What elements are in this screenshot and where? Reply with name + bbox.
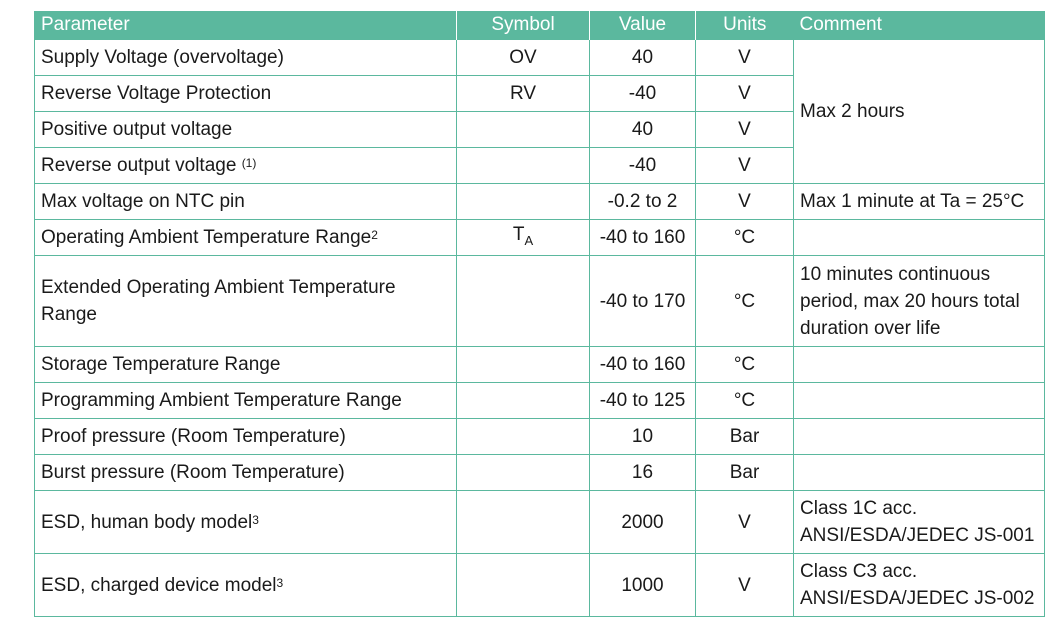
- header-symbol: Symbol: [457, 11, 590, 40]
- cell-value: 40: [590, 40, 696, 76]
- cell-comment: [794, 455, 1045, 491]
- cell-symbol: [457, 383, 590, 419]
- table-row: [35, 383, 1045, 419]
- cell-units: V: [696, 184, 794, 220]
- cell-value: 16: [590, 455, 696, 491]
- parameter-text: Operating Ambient Temperature Range: [41, 227, 372, 248]
- parameter-text: Reverse output voltage: [41, 155, 237, 176]
- cell-comment: Class C3 acc. ANSI/ESDA/JEDEC JS-002: [794, 554, 1045, 617]
- footnote-ref: 3: [252, 512, 259, 527]
- cell-comment: Max 1 minute at Ta = 25°C: [794, 184, 1045, 220]
- cell-value: -40: [590, 76, 696, 112]
- parameter-text: ESD, human body model: [41, 511, 253, 533]
- table-row: [35, 184, 1045, 220]
- cell-value: 40: [590, 112, 696, 148]
- cell-units: V: [696, 148, 794, 184]
- cell-symbol: [457, 347, 590, 383]
- cell-value: -40 to 160: [590, 220, 696, 256]
- table-row: [35, 455, 1045, 491]
- cell-symbol: [457, 220, 590, 256]
- cell-value: 10: [590, 419, 696, 455]
- cell-value: -40 to 160: [590, 347, 696, 383]
- cell-parameter: Programming Ambient Temperature Range: [35, 383, 457, 419]
- cell-value: -40 to 170: [590, 256, 696, 347]
- cell-parameter: Positive output voltage: [35, 112, 457, 148]
- cell-symbol: [457, 184, 590, 220]
- cell-parameter: [35, 148, 457, 184]
- cell-comment: [794, 347, 1045, 383]
- header-comment: Comment: [794, 11, 1045, 40]
- cell-symbol: OV: [457, 40, 590, 76]
- table-row: [35, 256, 1045, 347]
- spec-table-container: [34, 11, 1044, 617]
- cell-value: -40 to 125: [590, 383, 696, 419]
- cell-units: V: [696, 76, 794, 112]
- cell-parameter: Reverse Voltage Protection: [35, 76, 457, 112]
- cell-comment-merged: Max 2 hours: [794, 40, 1045, 184]
- cell-parameter: Max voltage on NTC pin: [35, 184, 457, 220]
- cell-symbol: [457, 554, 590, 617]
- cell-parameter: [35, 554, 457, 617]
- cell-units: V: [696, 112, 794, 148]
- cell-units: Bar: [696, 419, 794, 455]
- cell-parameter: Extended Operating Ambient Temperature Range: [35, 256, 457, 347]
- cell-comment: [794, 383, 1045, 419]
- cell-units: Bar: [696, 455, 794, 491]
- cell-comment: [794, 419, 1045, 455]
- footnote-ref: 3: [276, 575, 284, 590]
- cell-value: 1000: [590, 554, 696, 617]
- cell-units: °C: [696, 256, 794, 347]
- cell-value: -40: [590, 148, 696, 184]
- cell-units: V: [696, 40, 794, 76]
- cell-units: °C: [696, 347, 794, 383]
- cell-parameter: Supply Voltage (overvoltage): [35, 40, 457, 76]
- cell-units: °C: [696, 220, 794, 256]
- symbol-subscript: A: [524, 232, 534, 248]
- cell-comment: Class 1C acc. ANSI/ESDA/JEDEC JS-001: [794, 491, 1045, 554]
- table-row: [35, 220, 1045, 256]
- cell-symbol: [457, 256, 590, 347]
- cell-parameter: Proof pressure (Room Temperature): [35, 419, 457, 455]
- table-row: [35, 40, 1045, 76]
- header-parameter: Parameter: [35, 11, 457, 40]
- cell-units: °C: [696, 383, 794, 419]
- table-row: [35, 491, 1045, 554]
- parameter-text: ESD, charged device model: [41, 574, 277, 596]
- header-units: Units: [696, 11, 794, 40]
- cell-value: -0.2 to 2: [590, 184, 696, 220]
- cell-parameter: Burst pressure (Room Temperature): [35, 455, 457, 491]
- cell-symbol: RV: [457, 76, 590, 112]
- cell-comment: 10 minutes continuous period, max 20 hours total duration over life: [794, 256, 1045, 347]
- symbol-text: T: [512, 224, 525, 246]
- footnote-ref: (1): [241, 156, 257, 170]
- cell-parameter: [35, 491, 457, 554]
- cell-value: 2000: [590, 491, 696, 554]
- cell-symbol: [457, 419, 590, 455]
- cell-comment: [794, 220, 1045, 256]
- cell-symbol: [457, 148, 590, 184]
- absolute-max-ratings-table: [34, 11, 1045, 617]
- footnote-ref: 2: [371, 228, 378, 242]
- cell-symbol: [457, 455, 590, 491]
- cell-symbol: [457, 112, 590, 148]
- cell-units: V: [696, 554, 794, 617]
- table-row: [35, 347, 1045, 383]
- table-row: [35, 419, 1045, 455]
- cell-parameter: [35, 220, 457, 256]
- header-value: Value: [590, 11, 696, 40]
- cell-units: V: [696, 491, 794, 554]
- cell-parameter: Storage Temperature Range: [35, 347, 457, 383]
- table-row: [35, 554, 1045, 617]
- cell-symbol: [457, 491, 590, 554]
- table-header-row: [35, 11, 1045, 40]
